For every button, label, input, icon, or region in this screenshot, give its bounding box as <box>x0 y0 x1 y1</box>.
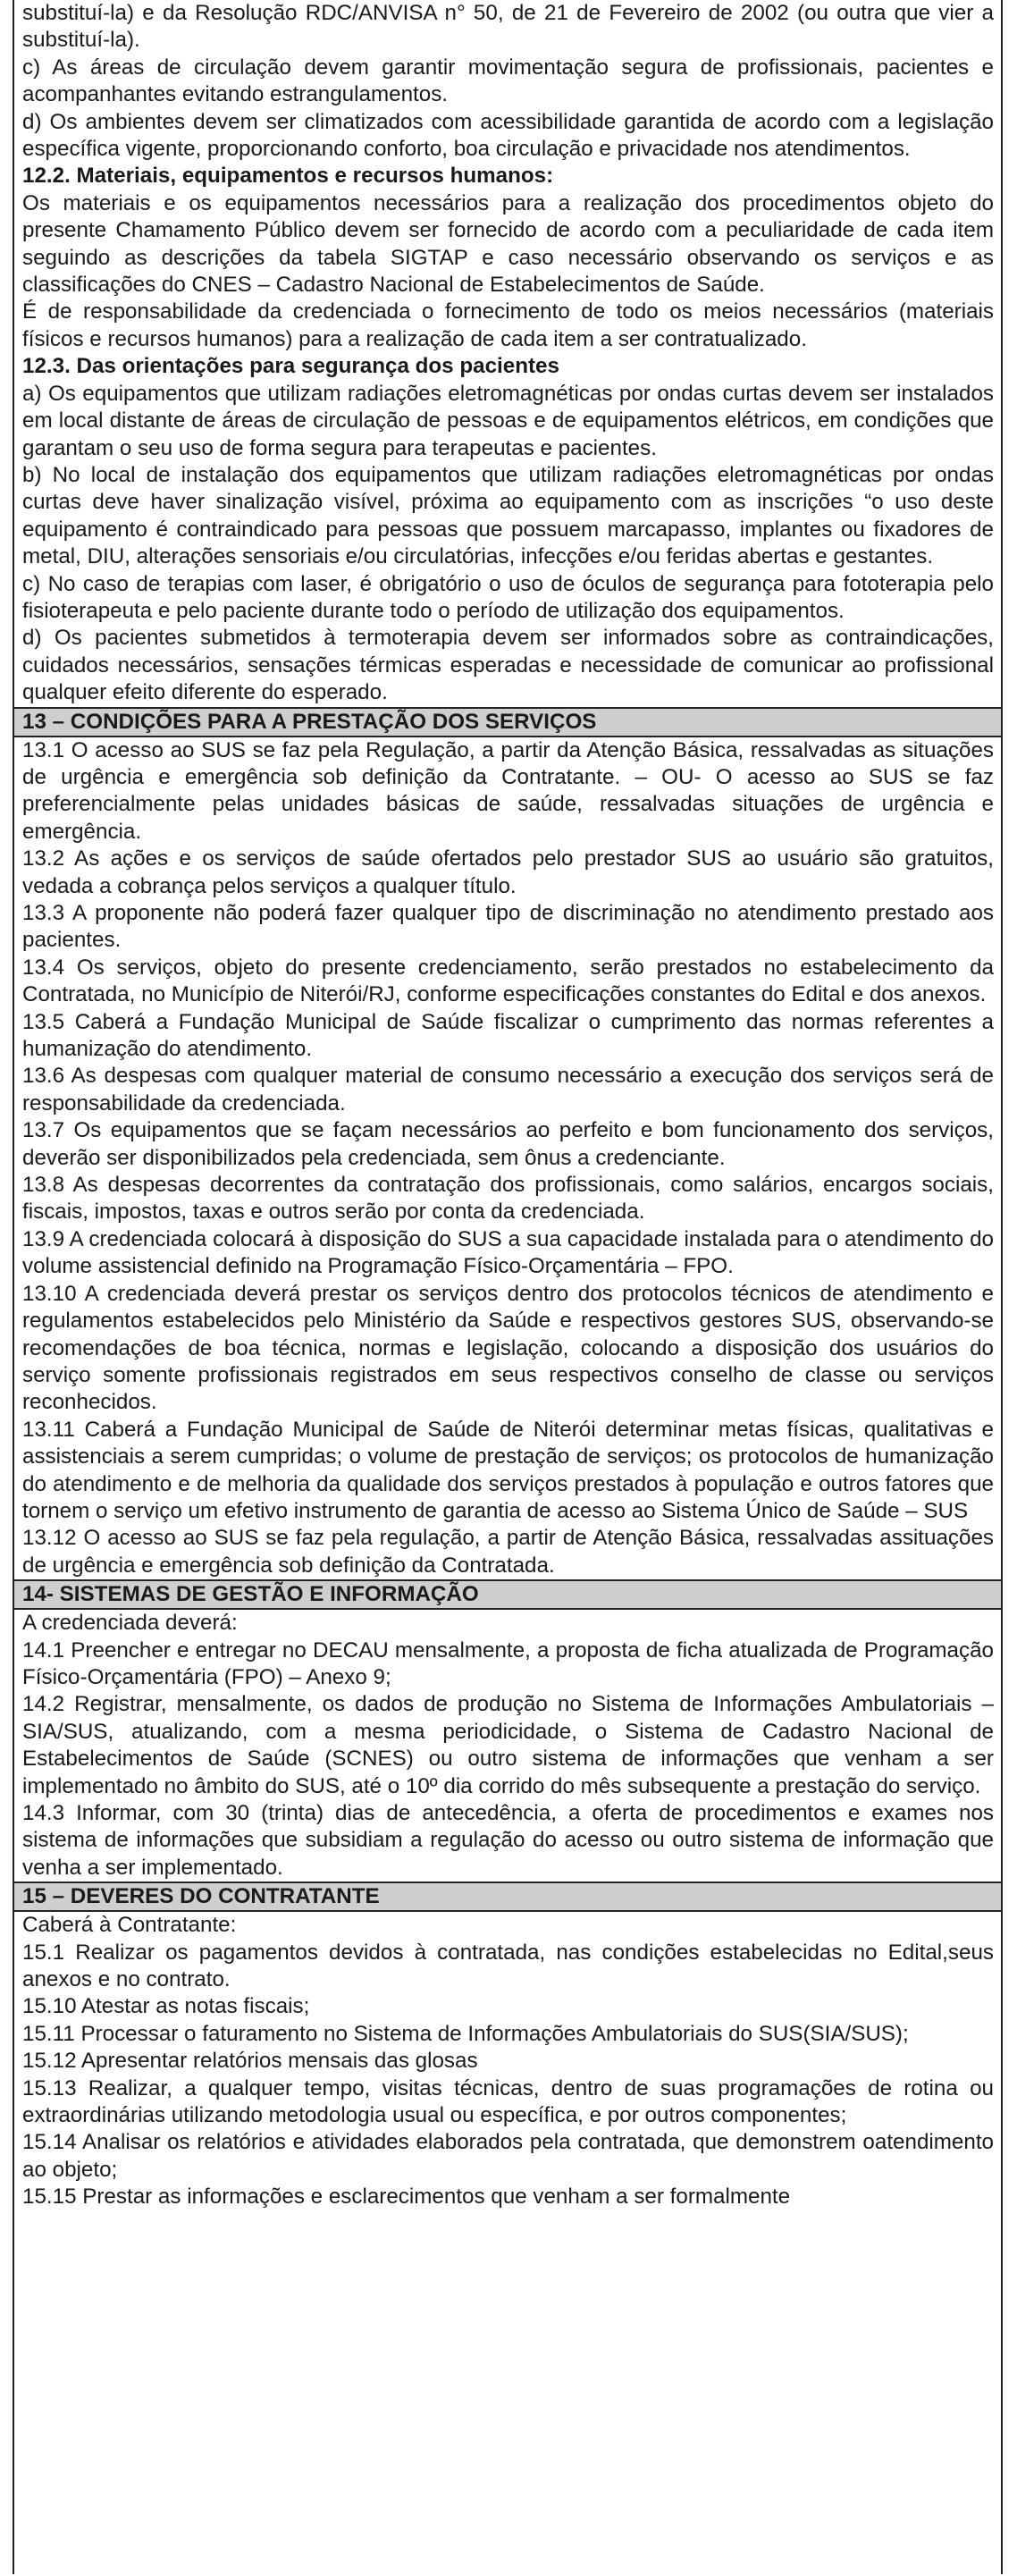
section-header: 15 – DEVERES DO CONTRATANTE <box>14 1881 1001 1912</box>
paragraph: 13.12 O acesso ao SUS se faz pela regulação, a partir de Atenção Básica, ressalvadas assituações de urgência e emergência sob definição da Contratada. <box>22 1526 994 1578</box>
paragraph: d) Os pacientes submetidos à termoterapia devem ser informados sobre as contraindicações, cuidados necessários, sensações térmicas esperadas e necessidade de comunicar ao profissional qualquer efeito diferente do esperado. <box>22 626 994 705</box>
paragraph: Caberá à Contratante: <box>22 1913 237 1938</box>
paragraph: 13.10 A credenciada deverá prestar os serviços dentro dos protocolos técnicos de atendimento e regulamentos estabelecidos pelo Ministério da Saúde e respectivos gestores SUS, observando-se recomendações de boa técnica, normas e legislação, colocando a disposição dos usuários do serviço somente profissionais registrados em seus respectivos conselho de classe ou serviços reconhecidos. <box>22 1281 994 1415</box>
section-header: 13 – CONDIÇÕES PARA A PRESTAÇÃO DOS SERVIÇOS <box>14 707 1001 737</box>
paragraph: 13.5 Caberá a Fundação Municipal de Saúde fiscalizar o cumprimento das normas referentes a humanização do atendimento. <box>22 1009 994 1062</box>
paragraph: 13.7 Os equipamentos que se façam necessários ao perfeito e bom funcionamento dos serviços, deverão ser disponibilizados pela credenciada, sem ônus a credenciante. <box>22 1118 994 1170</box>
paragraph: 13.9 A credenciada colocará à disposição do SUS a sua capacidade instalada para o atendimento do volume assistencial definido na Programação Físico-Orçamentária – FPO. <box>22 1226 994 1279</box>
paragraph: 14.2 Registrar, mensalmente, os dados de produção no Sistema de Informações Ambulatoriais – SIA/SUS, atualizando, com a mesma periodicidade, o Sistema de Cadastro Nacional de Estabelecimentos de Saúde (SCNES) ou outro sistema de informações que venham a ser implementado no âmbito do SUS, até o 10º dia corrido do mês subsequente a prestação do serviço. <box>22 1692 994 1798</box>
paragraph: b) No local de instalação dos equipamentos que utilizam radiações eletromagnéticas por ondas curtas deve haver sinalização visível, próxima ao equipamento com as inscrições “o uso deste equipamento é contraindicado para pessoas que possuem marcapasso, implantes ou fixadores de metal, DIU, alterações sensoriais e/ou circulatórias, infecções e/ou feridas abertas e gestantes. <box>22 462 994 569</box>
paragraph: 13.3 A proponente não poderá fazer qualquer tipo de discriminação no atendimento prestado aos pacientes. <box>22 901 994 953</box>
paragraph: 15.11 Processar o faturamento no Sistema de Informações Ambulatoriais do SUS(SIA/SUS); <box>22 2021 909 2046</box>
subsection-heading: 12.3. Das orientações para segurança dos pacientes <box>22 354 559 379</box>
paragraph: c) No caso de terapias com laser, é obrigatório o uso de óculos de segurança para fototerapia pelo fisioterapeuta e pelo paciente durante todo o período de utilização dos equipamentos. <box>22 571 994 623</box>
paragraph: 13.6 As despesas com qualquer material de consumo necessário a execução dos serviços será de responsabilidade da credenciada. <box>22 1064 994 1115</box>
paragraph: 15.14 Analisar os relatórios e atividades elaborados pela contratada, que demonstrem oatendimento ao objeto; <box>22 2130 994 2182</box>
paragraph: 15.1 Realizar os pagamentos devidos à contratada, nas condições estabelecidas no Edital,seus anexos e no contrato. <box>22 1940 994 1992</box>
paragraph: 13.2 As ações e os serviços de saúde ofertados pelo prestador SUS ao usuário são gratuitos, vedada a cobrança pelos serviços a qualquer título. <box>22 846 994 898</box>
document-page <box>13 0 1003 2574</box>
paragraph: 13.11 Caberá a Fundação Municipal de Saúde de Niterói determinar metas físicas, qualitativas e assistenciais a serem cumpridas; o volume de prestação de serviços; os protocolos de humanização do atendimento e de melhoria da qualidade dos serviços prestados à população e outros fatores que tornem o serviço um efetivo instrumento de garantia de acesso ao Sistema Único de Saúde – SUS <box>22 1417 994 1523</box>
section-body <box>14 0 1001 707</box>
paragraph: É de responsabilidade da credenciada o fornecimento de todo os meios necessários (materiais físicos e recursos humanos) para a realização de cada item a ser contratualizado. <box>22 299 994 351</box>
paragraph: 15.15 Prestar as informações e esclarecimentos que venham a ser formalmente <box>22 2185 791 2210</box>
paragraph: 15.12 Apresentar relatórios mensais das glosas <box>22 2049 478 2074</box>
paragraph: 14.1 Preencher e entregar no DECAU mensalmente, a proposta de ficha atualizada de Programação Físico-Orçamentária (FPO) – Anexo 9; <box>22 1637 994 1689</box>
paragraph: a) Os equipamentos que utilizam radiações eletromagnéticas por ondas curtas devem ser instalados em local distante de áreas de circulação de pessoas e de equipamentos elétricos, em condições que garantam o seu uso de forma segura para terapeutas e pacientes. <box>22 381 994 460</box>
section-body <box>14 1912 1001 2210</box>
paragraph: substituí-la) e da Resolução RDC/ANVISA n° 50, de 21 de Fevereiro de 2002 (ou outra que vier a substituí-la). <box>22 1 994 53</box>
paragraph: c) As áreas de circulação devem garantir movimentação segura de profissionais, pacientes e acompanhantes evitando estrangulamentos. <box>22 55 994 107</box>
paragraph: 13.8 As despesas decorrentes da contratação dos profissionais, como salários, encargos sociais, fiscais, impostos, taxas e outros serão por conta da credenciada. <box>22 1173 994 1225</box>
paragraph: A credenciada deverá: <box>22 1611 238 1636</box>
paragraph: 14.3 Informar, com 30 (trinta) dias de antecedência, a oferta de procedimentos e exames nos sistema de informações que subsidiam a regulação do acesso ou outro sistema de informação que venha a ser implementado. <box>22 1801 994 1880</box>
section-body <box>14 737 1001 1580</box>
paragraph: 13.4 Os serviços, objeto do presente credenciamento, serão prestados no estabelecimento da Contratada, no Município de Niterói/RJ, conforme especificações constantes do Edital e dos anexos. <box>22 955 994 1007</box>
paragraph: 15.13 Realizar, a qualquer tempo, visitas técnicas, dentro de suas programações de rotina ou extraordinárias utilizando metodologia usual ou específica, e por outros componentes; <box>22 2075 994 2128</box>
subsection-heading: 12.2. Materiais, equipamentos e recursos humanos: <box>22 164 554 189</box>
paragraph: 15.10 Atestar as notas fiscais; <box>22 1994 310 2019</box>
section-header: 14- SISTEMAS DE GESTÃO E INFORMAÇÃO <box>14 1579 1001 1610</box>
paragraph: 13.1 O acesso ao SUS se faz pela Regulação, a partir da Atenção Básica, ressalvadas as situações de urgência e emergência sob definição da Contratante. – OU- O acesso ao SUS se faz preferencialmente pelas unidades básicas de saúde, ressalvadas situações de urgência e emergência. <box>22 737 994 844</box>
section-body <box>14 1610 1001 1881</box>
paragraph: Os materiais e os equipamentos necessários para a realização dos procedimentos objeto do presente Chamamento Público devem ser fornecido de acordo com a peculiaridade de cada item seguindo as descrições da tabela SIGTAP e caso necessário observando os serviços e as classificações do CNES – Cadastro Nacional de Estabelecimentos de Saúde. <box>22 190 994 298</box>
paragraph: d) Os ambientes devem ser climatizados com acessibilidade garantida de acordo com a legislação específica vigente, proporcionando conforto, boa circulação e privacidade nos atendimentos. <box>22 109 994 162</box>
